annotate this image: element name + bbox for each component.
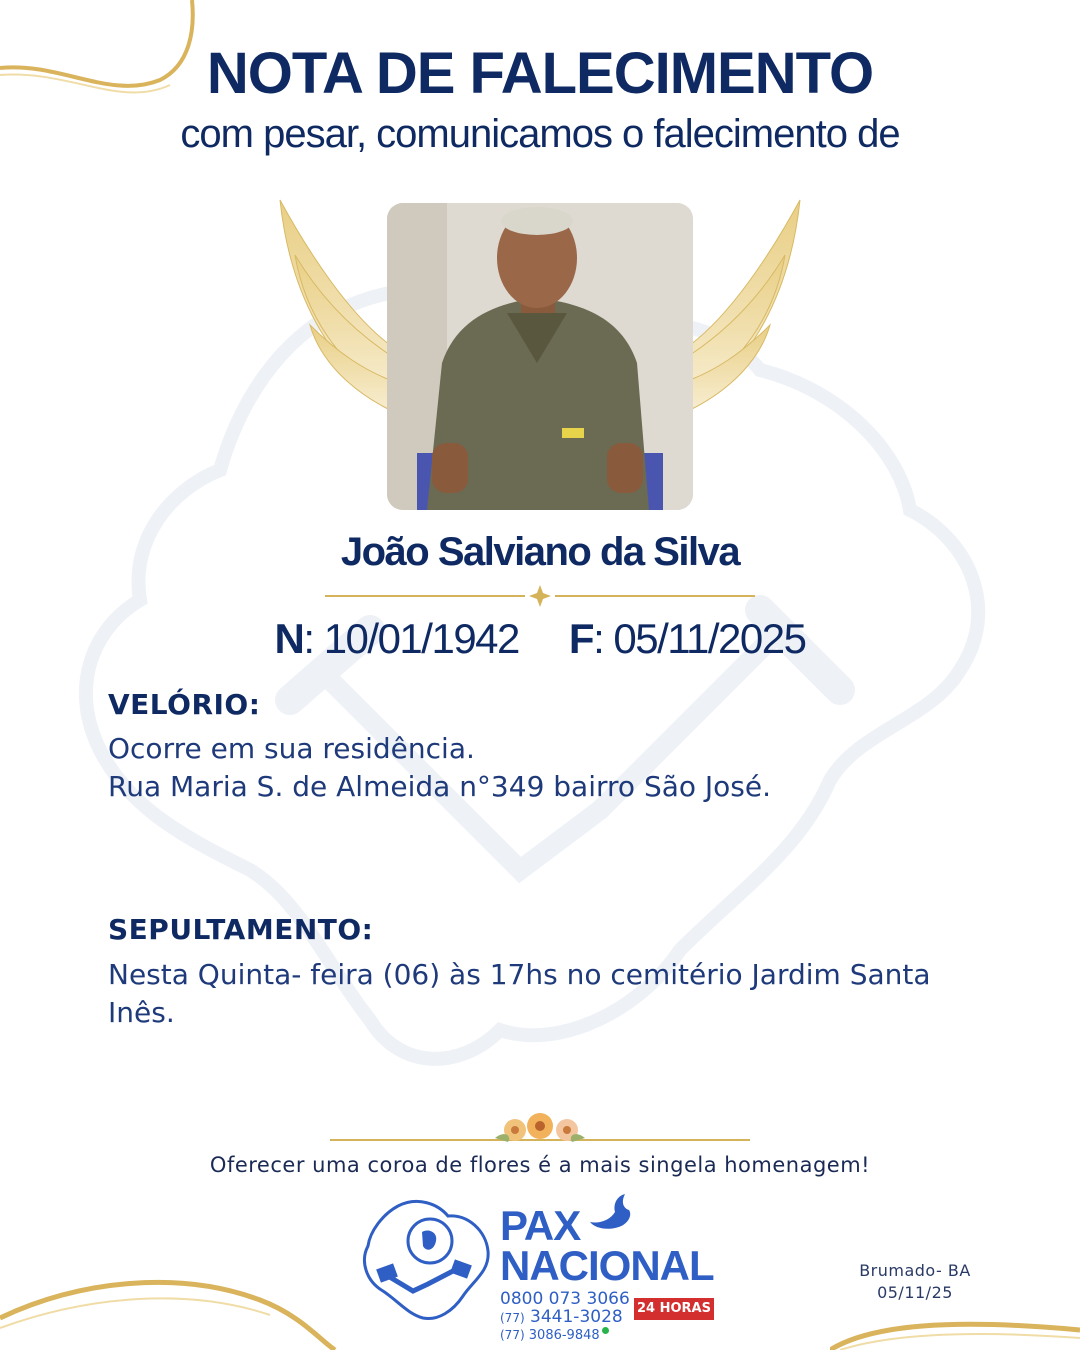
brazil-map-icon [358,1196,498,1326]
portrait-illustration [387,203,693,510]
gold-divider-sparkle-icon [325,585,755,607]
page-title: NOTA DE FALECIMENTO [206,41,874,106]
death-label: F [568,615,594,662]
handshake-icon [376,1259,472,1291]
velorio-line-1: Ocorre em sua residência. [108,732,475,765]
phone-whatsapp[interactable] [500,1327,609,1343]
colon: : [593,615,614,662]
velorio-line-2: Rua Maria S. de Almeida n°349 bairro São José. [108,770,772,803]
colon: : [303,615,324,662]
birth-label: N [274,615,304,662]
phone-toll-free[interactable]: 0800 073 3066 [500,1289,630,1309]
location-date [840,1260,990,1304]
brand-line-1: PAX [500,1202,581,1249]
sepultamento-heading: SEPULTAMENTO: [108,913,374,946]
deceased-photo [387,203,693,510]
dove-icon [585,1194,635,1234]
page-subtitle: com pesar, comunicamos o falecimento de [180,112,900,156]
deceased-name: João Salviano da Silva [340,530,740,574]
sepultamento-line-2: Inês. [108,996,175,1029]
gold-curve-bottom-left [0,1270,340,1350]
phone-landline-area: (77) [500,1311,525,1325]
whatsapp-icon [602,1327,609,1334]
phone-landline[interactable] [500,1307,623,1327]
post-date: 05/11/25 [877,1283,953,1302]
phone-whatsapp-area: (77) [500,1328,525,1342]
gold-curve-bottom-right [830,1300,1080,1350]
velorio-heading: VELÓRIO: [108,688,261,721]
city: Brumado- BA [859,1261,971,1280]
brand-line-2: NACIONAL [500,1242,714,1289]
24h-badge: 24 HORAS [634,1298,714,1320]
birth-date: 10/01/1942 [323,615,519,662]
tribute-text: Oferecer uma coroa de flores é a mais singela homenagem! [209,1153,871,1177]
flower-icon [330,1108,750,1158]
phone-landline-number: 3441-3028 [530,1307,623,1327]
life-dates [0,615,1080,663]
death-date: 05/11/2025 [613,615,806,662]
sepultamento-line-1: Nesta Quinta- feira (06) às 17hs no cemitério Jardim Santa [108,958,931,991]
phone-whatsapp-number: 3086-9848 [528,1328,600,1343]
